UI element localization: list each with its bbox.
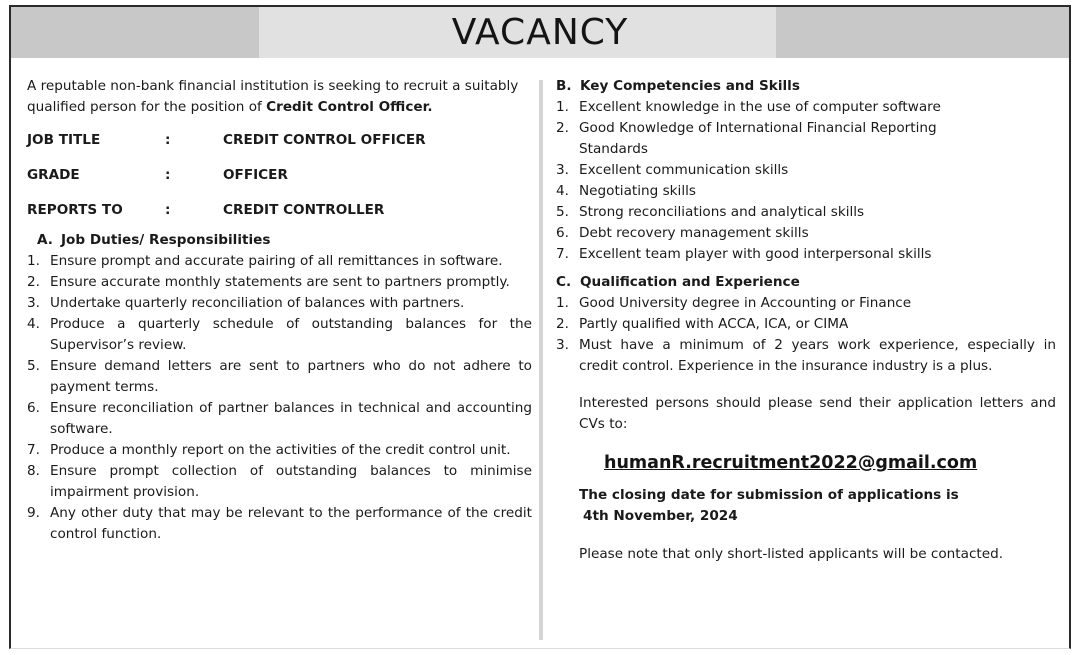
- competencies-list: [556, 97, 1056, 265]
- item-text: Any other duty that may be relevant to the performance of the credit control function.: [50, 505, 532, 542]
- list-item: [27, 272, 532, 293]
- item-text: Ensure reconciliation of partner balances in technical and accounting software.: [50, 400, 532, 437]
- item-number: 4.: [27, 316, 40, 332]
- list-item: [556, 160, 1056, 181]
- item-number: 1.: [27, 253, 40, 269]
- section-letter: C.: [556, 274, 572, 290]
- item-number: 8.: [27, 463, 40, 479]
- item-text: Produce a quarterly schedule of outstanding balances for the Supervisor’s review.: [50, 316, 532, 353]
- list-item: [556, 244, 1056, 265]
- page-title: VACANCY: [451, 12, 629, 53]
- header-bar: [11, 7, 1069, 58]
- job-duties-list: [27, 251, 532, 545]
- list-item: [556, 314, 1056, 335]
- item-number: 5.: [556, 204, 569, 220]
- detail-value: OFFICER: [223, 167, 288, 183]
- list-item: [556, 181, 1056, 202]
- closing-date-notice: [556, 485, 1056, 527]
- item-number: 3.: [27, 295, 40, 311]
- detail-value: CREDIT CONTROL OFFICER: [223, 132, 426, 148]
- list-item: [27, 503, 532, 545]
- detail-grade: [27, 165, 532, 186]
- application-email-link[interactable]: humanR.recruitment2022@gmail.com: [604, 453, 978, 473]
- section-title: Qualification and Experience: [580, 274, 800, 290]
- detail-reports-to: [27, 200, 532, 221]
- list-item: [556, 202, 1056, 223]
- item-number: 2.: [556, 316, 569, 332]
- item-number: 7.: [27, 442, 40, 458]
- item-text: Partly qualified with ACCA, ICA, or CIMA: [579, 316, 849, 332]
- section-title: Job Duties/ Responsibilities: [61, 232, 271, 248]
- detail-separator: :: [165, 132, 171, 148]
- application-instructions: Interested persons should please send their application letters and CVs to:: [579, 395, 1056, 432]
- detail-label: JOB TITLE: [27, 132, 101, 148]
- item-number: 7.: [556, 246, 569, 262]
- closing-date-text: The closing date for submission of applications is: [579, 487, 959, 503]
- section-title: Key Competencies and Skills: [580, 78, 800, 94]
- closing-date-value: 4th November, 2024: [583, 508, 738, 524]
- item-text: Good Knowledge of International Financial Reporting Standards: [579, 120, 937, 157]
- column-divider: [539, 80, 543, 640]
- item-text: Ensure demand letters are sent to partners who do not adhere to payment terms.: [50, 358, 532, 395]
- item-text: Ensure prompt and accurate pairing of all remittances in software.: [50, 253, 503, 269]
- section-letter: A.: [37, 232, 53, 248]
- intro-paragraph: [27, 76, 532, 118]
- list-item: [27, 398, 532, 440]
- detail-job-title: [27, 130, 532, 151]
- item-text: Debt recovery management skills: [579, 225, 809, 241]
- item-text: Ensure accurate monthly statements are sent to partners promptly.: [50, 274, 510, 290]
- list-item: [27, 461, 532, 503]
- item-number: 9.: [27, 505, 40, 521]
- item-number: 4.: [556, 183, 569, 199]
- item-text: Strong reconciliations and analytical skills: [579, 204, 865, 220]
- item-text: Excellent knowledge in the use of computer software: [579, 99, 941, 115]
- shortlist-note: Please note that only short-listed applicants will be contacted.: [579, 546, 1004, 562]
- item-text: Excellent communication skills: [579, 162, 789, 178]
- list-item: [556, 223, 1056, 244]
- section-b-heading: [556, 76, 1056, 97]
- left-column: [27, 76, 532, 545]
- list-item: [27, 356, 532, 398]
- list-item: [556, 97, 1056, 118]
- list-item: [27, 293, 532, 314]
- item-text: Must have a minimum of 2 years work experience, especially in credit control. Experience in the insurance industry is a plus.: [579, 337, 1056, 374]
- vacancy-advert: [9, 5, 1071, 649]
- item-number: 6.: [27, 400, 40, 416]
- item-number: 1.: [556, 295, 569, 311]
- item-text: Ensure prompt collection of outstanding balances to minimise impairment provision.: [50, 463, 532, 500]
- list-item: [556, 335, 1056, 377]
- detail-label: REPORTS TO: [27, 202, 123, 218]
- list-item: [27, 440, 532, 461]
- section-a-heading: [27, 230, 532, 251]
- intro-text: A reputable non-bank financial institution is seeking to recruit a suitably qualified person for the position of: [27, 78, 519, 115]
- item-number: 2.: [556, 120, 569, 136]
- detail-value: CREDIT CONTROLLER: [223, 202, 385, 218]
- list-item: [27, 251, 532, 272]
- item-text: Good University degree in Accounting or Finance: [579, 295, 912, 311]
- list-item: [27, 314, 532, 356]
- list-item: [556, 118, 1056, 160]
- intro-position: Credit Control Officer.: [266, 99, 433, 115]
- qualifications-list: [556, 293, 1056, 377]
- item-number: 2.: [27, 274, 40, 290]
- right-column: [556, 76, 1056, 565]
- item-text: Negotiating skills: [579, 183, 696, 199]
- list-item: [556, 293, 1056, 314]
- detail-separator: :: [165, 202, 171, 218]
- item-number: 5.: [27, 358, 40, 374]
- item-text: Produce a monthly report on the activities of the credit control unit.: [50, 442, 511, 458]
- section-letter: B.: [556, 78, 572, 94]
- item-number: 3.: [556, 337, 569, 353]
- item-number: 6.: [556, 225, 569, 241]
- detail-separator: :: [165, 167, 171, 183]
- item-text: Undertake quarterly reconciliation of balances with partners.: [50, 295, 465, 311]
- item-number: 3.: [556, 162, 569, 178]
- item-number: 1.: [556, 99, 569, 115]
- detail-label: GRADE: [27, 167, 80, 183]
- section-c-heading: [556, 272, 1056, 293]
- item-text: Excellent team player with good interpersonal skills: [579, 246, 932, 262]
